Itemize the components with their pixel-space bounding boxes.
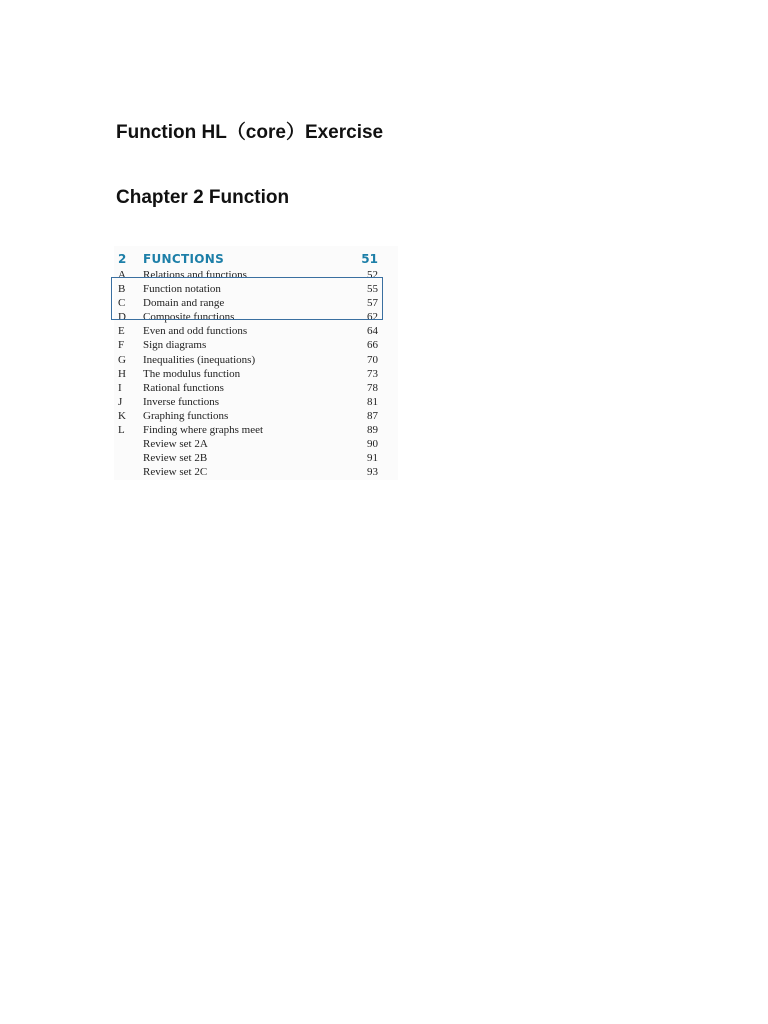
toc-row-label: Sign diagrams [143,339,207,352]
toc-row [114,451,398,465]
toc-row-letter: F [118,339,125,352]
toc-row-letter: L [118,424,125,437]
toc-row-letter: G [118,353,126,366]
toc-row-page: 87 [367,409,378,422]
toc-row [114,437,398,451]
toc-row-page: 62 [367,311,378,324]
toc-row-page: 73 [367,367,378,380]
toc-row [114,310,398,324]
toc-row-label: The modulus function [143,367,241,380]
toc-row-label: Review set 2B [143,452,208,465]
toc-chapter-title: FUNCTIONS [143,252,225,266]
toc-row-label: Composite functions [143,311,235,324]
toc-row-page: 91 [367,452,378,465]
toc-row-letter: E [118,325,125,338]
toc-row-page: 90 [367,438,378,451]
toc-row-label: Review set 2C [143,466,208,479]
toc-row-label: Inverse functions [143,395,220,408]
toc-chapter-number: 2 [118,252,127,266]
toc-row [114,324,398,338]
toc-row-page: 81 [367,395,378,408]
toc-row [114,268,398,282]
toc-row [114,282,398,296]
toc-row-letter: H [118,367,126,380]
toc-row-label: Domain and range [143,297,225,310]
toc-row-letter: B [118,283,126,296]
toc-chapter-header [114,252,398,268]
chapter-heading: Chapter 2 Function [116,187,290,208]
toc-row [114,296,398,310]
toc-row-page: 66 [367,339,378,352]
document-title: Function HL（core）Exercise [116,122,384,143]
toc-row-page: 93 [367,466,378,479]
toc-row-label: Even and odd functions [143,325,248,338]
toc-row-label: Rational functions [143,381,224,394]
toc-row [114,381,398,395]
toc-row-page: 78 [367,381,378,394]
toc-row [114,367,398,381]
toc-row-letter: K [118,409,126,422]
toc-row-page: 70 [367,353,378,366]
toc-row-label: Review set 2A [143,438,208,451]
toc-row-label: Function notation [143,283,221,296]
toc-row [114,423,398,437]
toc-row-page: 52 [367,269,378,281]
toc-row [114,395,398,409]
toc-row-page: 55 [367,283,378,296]
toc-chapter-page: 51 [361,252,378,266]
toc-row-label: Inequalities (inequations) [143,353,256,366]
toc-row-letter: J [118,395,123,408]
toc-list [114,268,398,479]
toc-row [114,465,398,479]
toc-row-page: 89 [367,424,378,437]
toc-row-page: 64 [367,325,378,338]
toc-row [114,338,398,352]
toc-row-label: Graphing functions [143,409,229,422]
toc-row-label: Finding where graphs meet [143,424,264,437]
toc-row [114,353,398,367]
toc-row-page: 57 [367,297,378,310]
toc-row [114,409,398,423]
toc-row-letter: C [118,297,126,310]
toc-row-letter: I [118,381,122,394]
table-of-contents-image [114,246,398,480]
toc-row-letter: A [118,269,126,281]
toc-row-letter: D [118,311,126,324]
toc-row-label: Relations and functions [143,269,247,281]
